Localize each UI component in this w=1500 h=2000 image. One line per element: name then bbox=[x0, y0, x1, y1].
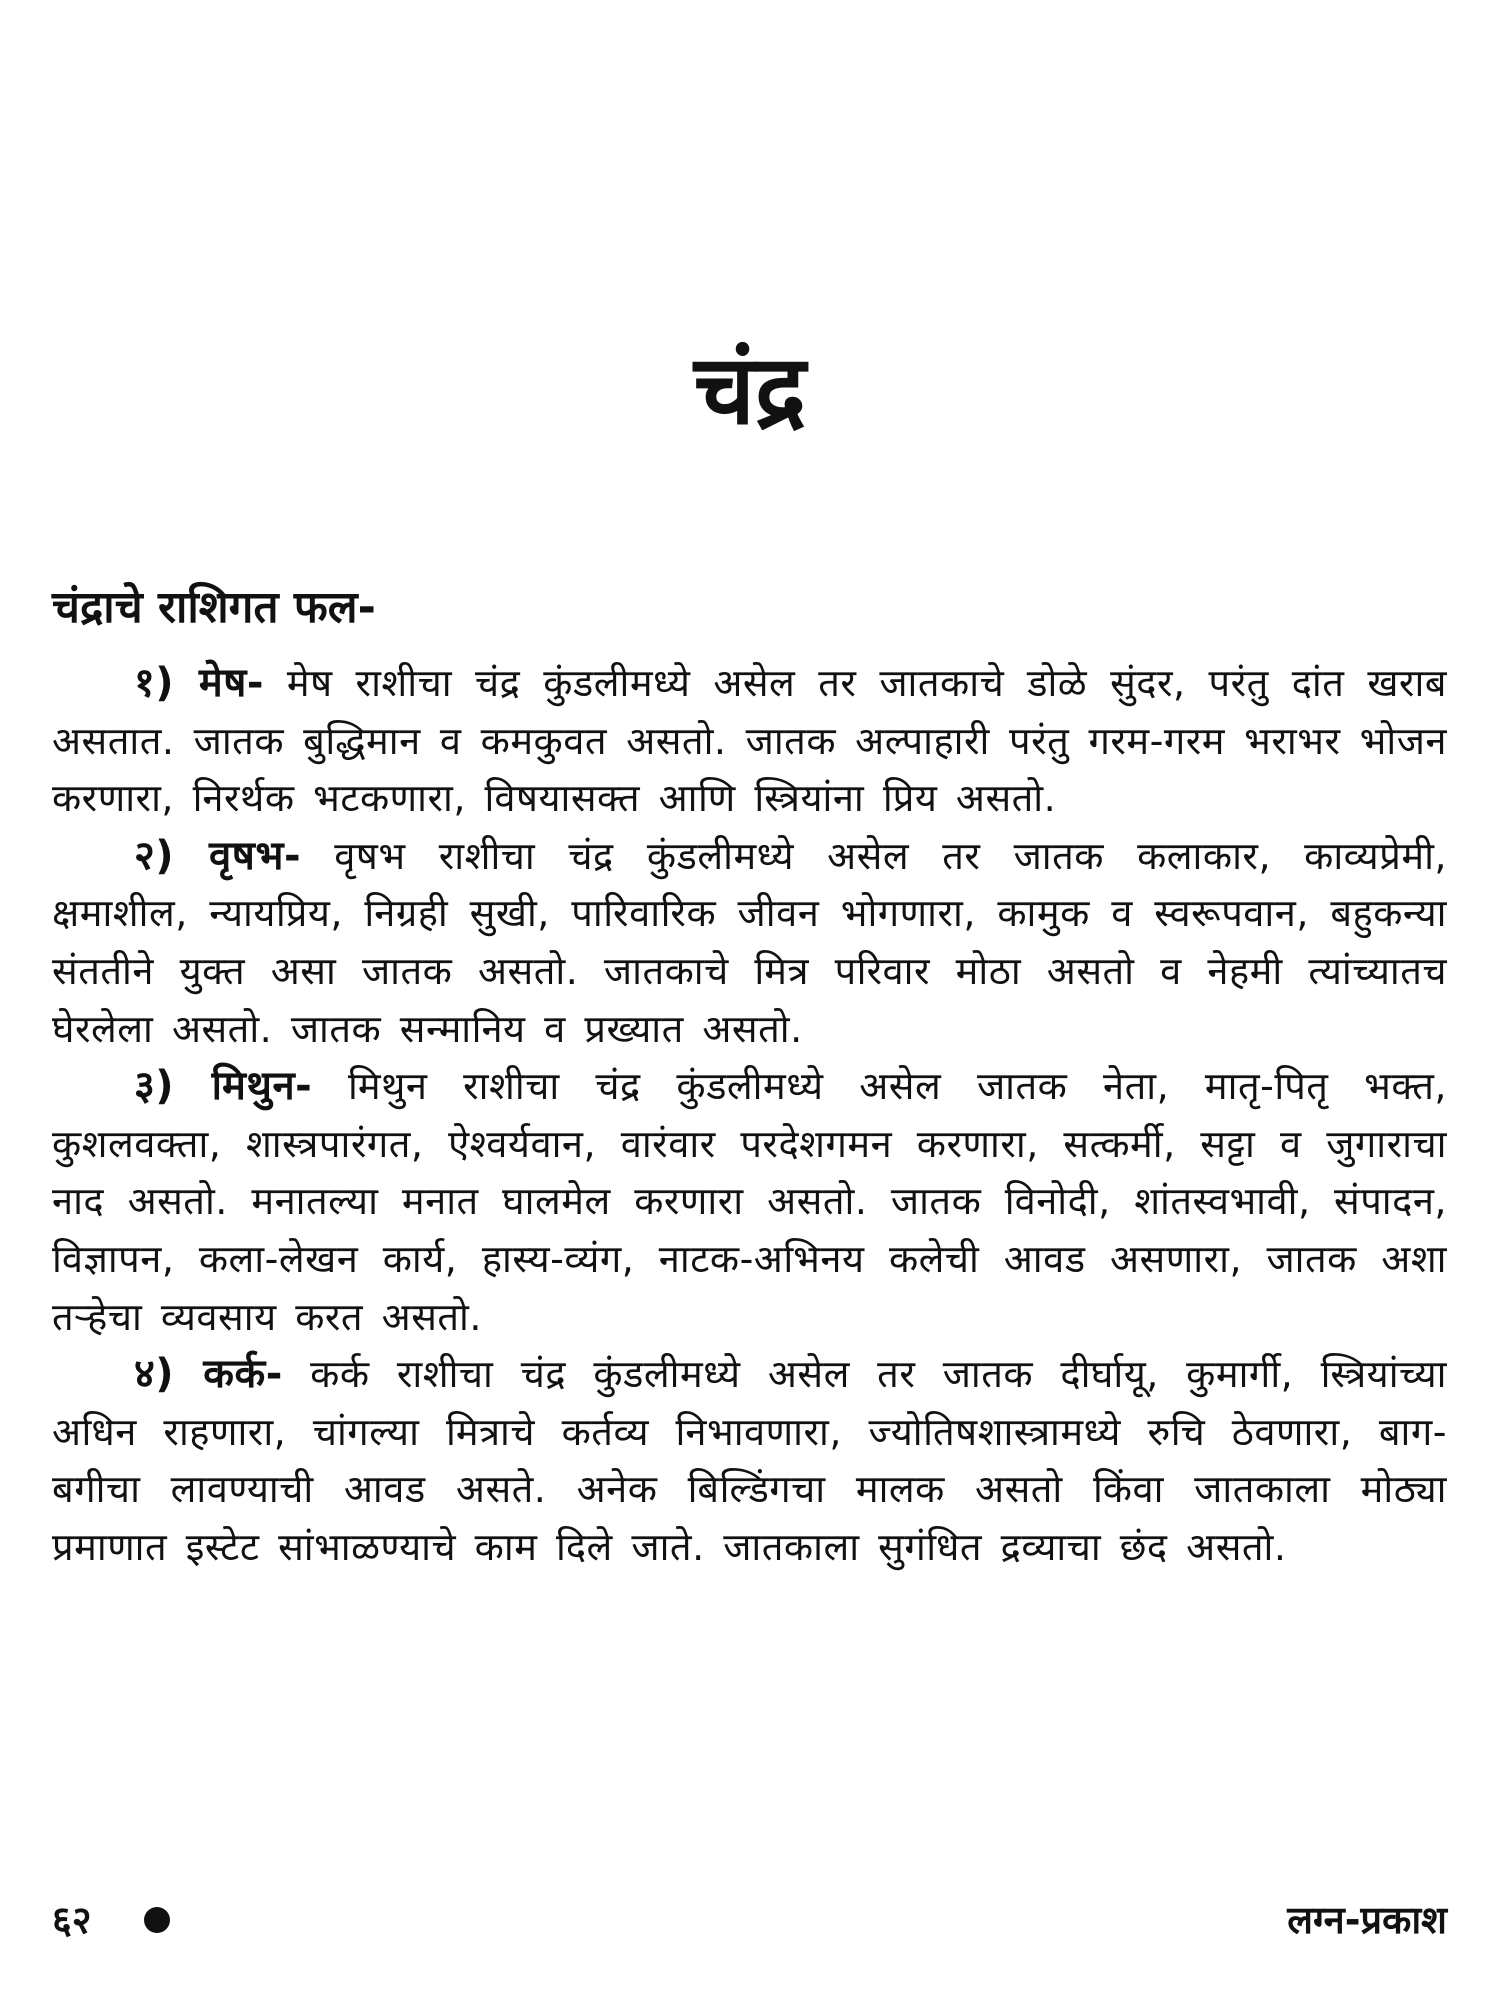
paragraph-label: २) वृषभ- bbox=[134, 832, 302, 879]
paragraph-text: वृषभ राशीचा चंद्र कुंडलीमध्ये असेल तर जातक कलाकार, काव्यप्रेमी, क्षमाशील, न्यायप्रिय, निग्रही सुखी, पारिवारिक जीवन भोगणारा, कामुक व स्वरूपवान, बहुकन्या संततीने युक्त असा जातक असतो. जातकाचे मित्र परिवार मोठा असतो व नेहमी त्यांच्यातच घेरलेला असतो. जातक सन्मानिय व प्रख्यात असतो. bbox=[52, 833, 1447, 1051]
page-number: ६२ bbox=[52, 1898, 92, 1942]
paragraph-text: कर्क राशीचा चंद्र कुंडलीमध्ये असेल तर जातक दीर्घायू, कुमार्गी, स्त्रियांच्या अधिन राहणारा, चांगल्या मित्राचे कर्तव्य निभावणारा, ज्योतिषशास्त्रामध्ये रुचि ठेवणारा, बाग-बगीचा लावण्याची आवड असते. अनेक बिल्डिंगचा मालक असतो किंवा जातकाला मोठ्या प्रमाणात इस्टेट सांभाळण्याचे काम दिले जाते. जातकाला सुगंधित द्रव्याचा छंद असतो. bbox=[52, 1352, 1447, 1569]
paragraph-mesh bbox=[52, 655, 1447, 828]
chapter-title: चंद्र bbox=[694, 333, 806, 446]
paragraph-label: ३) मिथुन- bbox=[134, 1063, 313, 1110]
body-text bbox=[52, 655, 1447, 1577]
paragraph-text: मिथुन राशीचा चंद्र कुंडलीमध्ये असेल जातक नेता, मातृ-पितृ भक्त, कुशलवक्ता, शास्त्रपारंगत, ऐश्वर्यवान, वारंवार परदेशगमन करणारा, सत्कर्मी, सट्टा व जुगाराचा नाद असतो. मनातल्या मनात घालमेल करणारा असतो. जातक विनोदी, शांतस्वभावी, संपादन, विज्ञापन, कला-लेखन कार्य, हास्य-व्यंग, नाटक-अभिनय कलेची आवड असणारा, जातक अशा तऱ्हेचा व्यवसाय करत असतो. bbox=[52, 1064, 1447, 1339]
running-title: लग्न-प्रकाश bbox=[1287, 1898, 1447, 1942]
paragraph-mithun bbox=[52, 1058, 1447, 1346]
page-footer bbox=[52, 1895, 1447, 1945]
bullet-dot-icon bbox=[144, 1907, 170, 1933]
paragraph-text: मेष राशीचा चंद्र कुंडलीमध्ये असेल तर जातकाचे डोळे सुंदर, परंतु दांत खराब असतात. जातक बुद्धिमान व कमकुवत असतो. जातक अल्पाहारी परंतु गरम-गरम भराभर भोजन करणारा, निरर्थक भटकणारा, विषयासक्त आणि स्त्रियांना प्रिय असतो. bbox=[52, 661, 1447, 821]
paragraph-label: ४) कर्क- bbox=[134, 1351, 283, 1398]
paragraph-kark bbox=[52, 1346, 1447, 1576]
section-heading: चंद्राचे राशिगत फल- bbox=[52, 582, 376, 633]
paragraph-vrishabh bbox=[52, 828, 1447, 1058]
paragraph-label: १) मेष- bbox=[134, 660, 264, 706]
